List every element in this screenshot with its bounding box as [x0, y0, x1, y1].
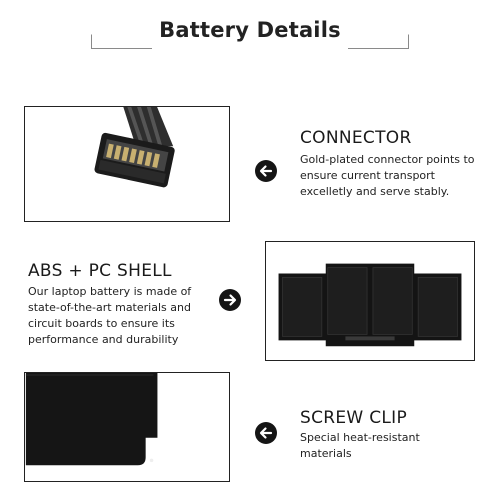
- connector-image-frame: [24, 106, 230, 222]
- connector-description: Gold-plated connector points to ensure current transport excelletly and serve stably.: [300, 153, 475, 198]
- arrow-left-icon: [255, 422, 277, 444]
- screw-clip-heading: SCREW CLIP: [300, 408, 408, 428]
- connector-image: [25, 107, 229, 221]
- shell-heading: ABS + PC SHELL: [28, 261, 172, 281]
- screw-clip-image: [25, 373, 229, 481]
- connector-heading: CONNECTOR: [300, 128, 412, 148]
- battery-image-frame: [265, 241, 475, 361]
- arrow-left-icon: [255, 160, 277, 182]
- shell-description: Our laptop battery is made of state-of-the-art materials and circuit boards to ensure its performance and durability: [28, 285, 192, 346]
- screw-clip-image-frame: [24, 372, 230, 482]
- arrow-right-icon: [219, 289, 241, 311]
- screw-clip-description: Special heat-resistant materials: [300, 431, 420, 460]
- battery-shell-image: [266, 242, 474, 360]
- page-title: Battery Details: [159, 18, 341, 42]
